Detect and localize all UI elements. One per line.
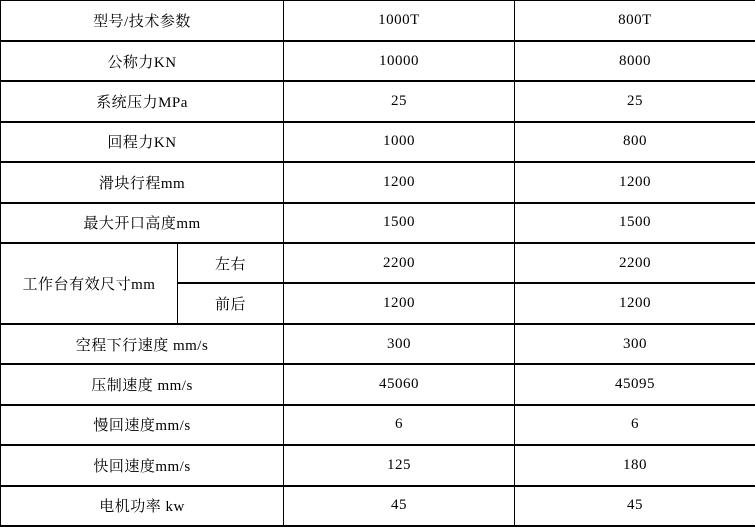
table-row — [1, 364, 755, 404]
value-cell-model2: 1200 — [515, 162, 755, 202]
header-model2-cell: 800T — [515, 1, 755, 41]
param-label-cell: 回程力KN — [1, 122, 284, 162]
param-label-cell: 快回速度mm/s — [1, 445, 284, 485]
param-label-cell: 慢回速度mm/s — [1, 405, 284, 445]
header-param-cell: 型号/技术参数 — [1, 1, 284, 41]
table-row — [1, 486, 755, 526]
param-label-cell: 最大开口高度mm — [1, 203, 284, 243]
table-row — [1, 324, 755, 364]
value-cell-model2: 1500 — [515, 203, 755, 243]
worktable-sub-label-cell: 前后 — [178, 283, 284, 323]
value-cell-model1: 2200 — [284, 243, 515, 283]
worktable-group-label-cell: 工作台有效尺寸mm — [1, 243, 178, 324]
value-cell-model2: 25 — [515, 81, 755, 121]
table-row-header — [1, 1, 755, 41]
param-label-cell: 空程下行速度 mm/s — [1, 324, 284, 364]
value-cell-model1: 10000 — [284, 41, 515, 81]
table-row — [1, 162, 755, 202]
value-cell-model1: 1500 — [284, 203, 515, 243]
value-cell-model1: 300 — [284, 324, 515, 364]
value-cell-model1: 45 — [284, 486, 515, 526]
value-cell-model1: 45060 — [284, 364, 515, 404]
value-cell-model2: 1200 — [515, 283, 755, 323]
param-label-cell: 滑块行程mm — [1, 162, 284, 202]
table-row — [1, 122, 755, 162]
param-label-cell: 压制速度 mm/s — [1, 364, 284, 404]
table-row — [1, 81, 755, 121]
table-row — [1, 203, 755, 243]
value-cell-model1: 6 — [284, 405, 515, 445]
param-label-cell: 系统压力MPa — [1, 81, 284, 121]
table-row — [1, 445, 755, 485]
table-row — [1, 405, 755, 445]
param-label-cell: 公称力KN — [1, 41, 284, 81]
value-cell-model2: 8000 — [515, 41, 755, 81]
value-cell-model2: 180 — [515, 445, 755, 485]
param-label-cell: 电机功率 kw — [1, 486, 284, 526]
header-model1-cell: 1000T — [284, 1, 515, 41]
worktable-sub-label-cell: 左右 — [178, 243, 284, 283]
table-row — [1, 41, 755, 81]
value-cell-model2: 45 — [515, 486, 755, 526]
value-cell-model2: 300 — [515, 324, 755, 364]
table-row-worktable-lr — [1, 243, 755, 283]
value-cell-model2: 2200 — [515, 243, 755, 283]
value-cell-model2: 800 — [515, 122, 755, 162]
value-cell-model2: 45095 — [515, 364, 755, 404]
value-cell-model1: 1200 — [284, 283, 515, 323]
value-cell-model1: 1200 — [284, 162, 515, 202]
value-cell-model1: 1000 — [284, 122, 515, 162]
value-cell-model1: 125 — [284, 445, 515, 485]
value-cell-model1: 25 — [284, 81, 515, 121]
value-cell-model2: 6 — [515, 405, 755, 445]
